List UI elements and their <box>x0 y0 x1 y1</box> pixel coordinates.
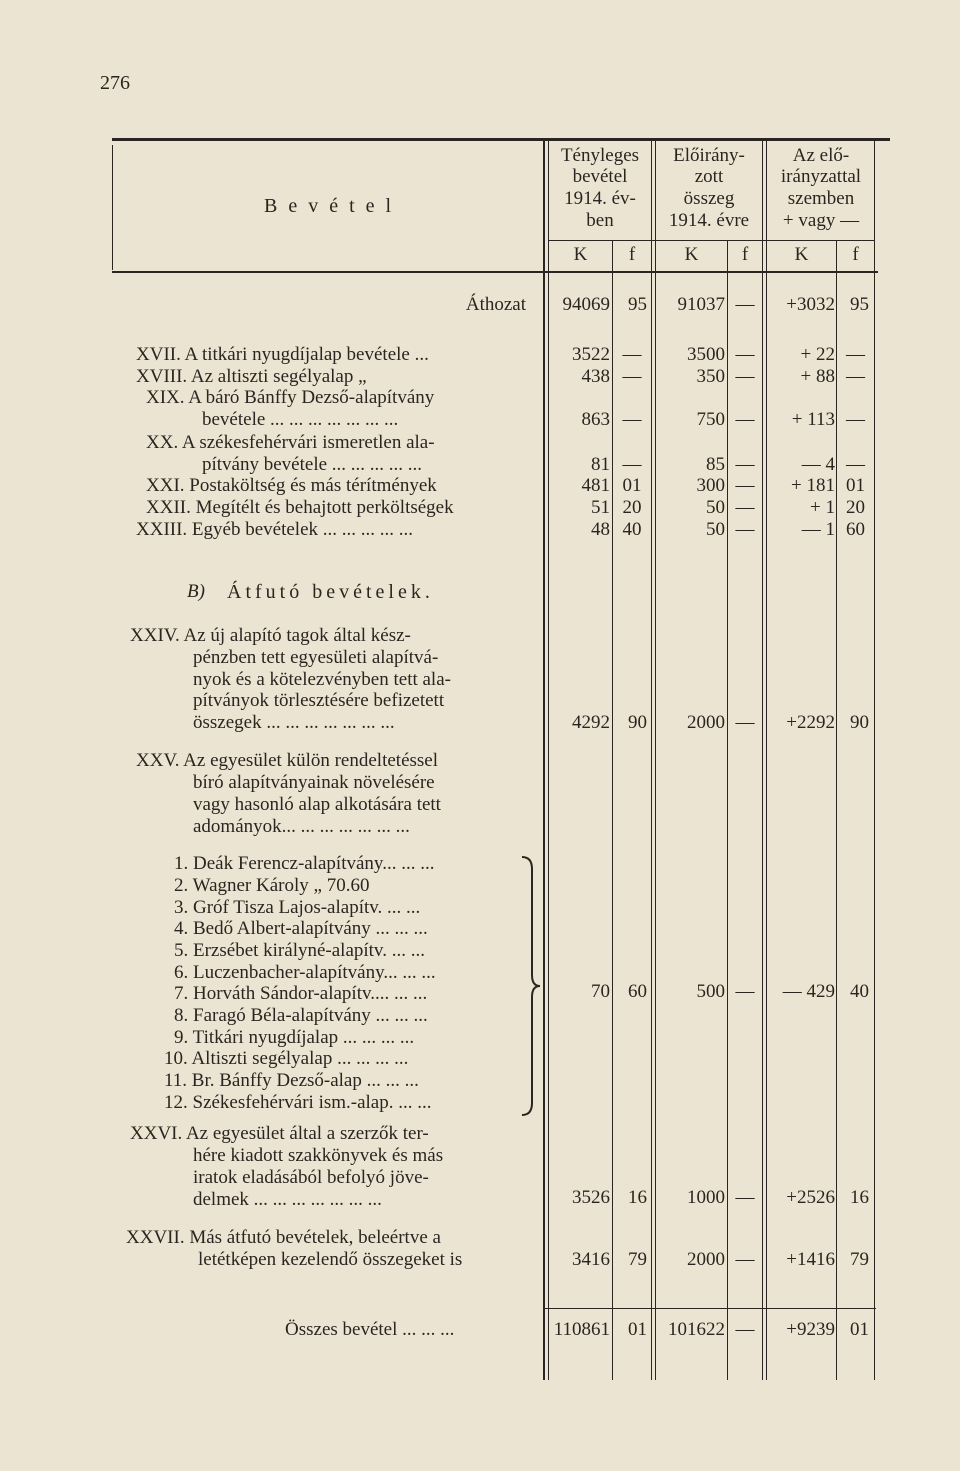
row-label: adományok... ... ... ... ... ... ... <box>193 816 410 837</box>
value-cell: 40 <box>850 981 869 1002</box>
value-cell: 16 <box>628 1187 647 1208</box>
value-cell: 438 <box>581 366 610 387</box>
top-rule <box>112 138 890 141</box>
total-value: 110861 <box>553 1319 610 1340</box>
total-value: 01 <box>628 1319 647 1340</box>
total-rule <box>543 1308 876 1309</box>
total-value: +9239 <box>786 1319 835 1340</box>
value-cell: 350 <box>696 366 725 387</box>
curly-brace-icon <box>520 855 542 1117</box>
header-col1-line: ben <box>586 210 614 231</box>
fund-item: 3. Gróf Tisza Lajos-alapítv. ... ... <box>174 897 421 918</box>
value-cell: 51 <box>591 497 610 518</box>
row-label: XVII. A titkári nyugdíjalap bevétele ... <box>136 344 429 365</box>
value-cell: 48 <box>591 519 610 540</box>
fund-item: 8. Faragó Béla-alapítvány ... ... ... <box>174 1005 428 1026</box>
row-label: hére kiadott szakkönyvek és más <box>193 1145 444 1166</box>
value-cell: — <box>735 1249 755 1270</box>
row-label: pénzben tett egyesületi alapítvá- <box>193 647 439 668</box>
unit-label: K <box>794 244 809 265</box>
value-cell: 481 <box>581 475 610 496</box>
value-cell: — <box>846 409 865 430</box>
value-cell: 2000 <box>687 712 725 733</box>
fund-item: 5. Erzsébet királyné-alapítv. ... ... <box>174 940 425 961</box>
value-cell: 20 <box>846 497 865 518</box>
value-cell: 79 <box>628 1249 647 1270</box>
header-col2-line: Előirány- <box>673 145 745 166</box>
column-line <box>762 140 763 1380</box>
fund-item: 7. Horváth Sándor-alapítv.... ... ... <box>174 983 428 1004</box>
header-col3-line: irányzattal <box>780 166 862 187</box>
value-cell: 2000 <box>687 1249 725 1270</box>
value-cell: — <box>622 344 642 365</box>
unit-label: f <box>852 244 859 265</box>
value-cell: — <box>735 981 755 1002</box>
units-rule <box>548 240 874 241</box>
value-cell: 16 <box>850 1187 869 1208</box>
row-label: letétképen kezelendő összegeket is <box>198 1249 463 1270</box>
value-cell: 90 <box>850 712 869 733</box>
value-cell: 500 <box>696 981 725 1002</box>
value-cell: 85 <box>706 454 725 475</box>
row-label: XXII. Megítélt és behajtott perköltségek <box>146 497 454 518</box>
value-cell: — <box>735 475 755 496</box>
header-col3-line: szemben <box>787 188 855 209</box>
value-cell: 3500 <box>687 344 725 365</box>
row-label: XXIII. Egyéb bevételek ... ... ... ... ... <box>136 519 414 540</box>
row-label: pítványok törlesztésére befizetett <box>193 690 445 711</box>
header-col3-line: + vagy — <box>782 210 860 231</box>
value-cell: +2292 <box>786 712 835 733</box>
header-col2-line: zott <box>694 166 724 187</box>
section-b-letter: B) <box>187 581 205 602</box>
value-cell: — <box>735 712 755 733</box>
row-label: XXI. Postaköltség és más térítmények <box>146 475 437 496</box>
value-cell: 81 <box>591 454 610 475</box>
row-label: XVIII. Az altiszti segélyalap „ <box>136 366 367 387</box>
value-cell: +3032 <box>786 294 835 315</box>
athozat-label: Áthozat <box>465 294 526 315</box>
value-cell: — <box>622 366 642 387</box>
row-label: XX. A székesfehérvári ismeretlen ala- <box>146 432 435 453</box>
value-cell: 300 <box>696 475 725 496</box>
row-label: XIX. A báró Bánffy Dezső-alapítvány <box>146 387 435 408</box>
value-cell: — <box>735 1187 755 1208</box>
unit-label: f <box>741 244 749 265</box>
fund-item: 2. Wagner Károly „ 70.60 <box>174 875 370 896</box>
value-cell: +1416 <box>786 1249 835 1270</box>
row-label: delmek ... ... ... ... ... ... ... <box>193 1189 382 1210</box>
value-cell: 1000 <box>687 1187 725 1208</box>
row-label: vagy hasonló alap alkotására tett <box>193 794 441 815</box>
unit-label: K <box>684 244 699 265</box>
row-label: XXVII. Más átfutó bevételek, beleértve a <box>126 1227 441 1248</box>
section-b-title: Átfutó bevételek. <box>227 581 434 603</box>
value-cell: 60 <box>846 519 865 540</box>
value-cell: 01 <box>846 475 865 496</box>
value-cell: 70 <box>591 981 610 1002</box>
fund-item: 1. Deák Ferencz-alapítvány... ... ... <box>174 853 435 874</box>
value-cell: 79 <box>850 1249 869 1270</box>
unit-label: f <box>628 244 636 265</box>
value-cell: +2526 <box>786 1187 835 1208</box>
value-cell: 750 <box>696 409 725 430</box>
value-cell: — <box>735 344 755 365</box>
value-cell: 3416 <box>572 1249 610 1270</box>
fund-item: 11. Br. Bánffy Dezső-alap ... ... ... <box>164 1070 419 1091</box>
total-value: 101622 <box>668 1319 725 1340</box>
row-label: bíró alapítványainak növelésére <box>193 772 435 793</box>
value-cell: 50 <box>706 519 725 540</box>
page-number: 276 <box>100 72 130 94</box>
value-cell: 95 <box>628 294 647 315</box>
value-cell: 60 <box>628 981 647 1002</box>
row-label: pítvány bevétele ... ... ... ... ... <box>202 454 423 475</box>
header-col1-line: 1914. év- <box>564 188 636 209</box>
row-label: XXIV. Az új alapító tagok által kész- <box>130 625 411 646</box>
value-cell: 3522 <box>572 344 610 365</box>
value-cell: + 88 <box>800 366 835 387</box>
value-cell: 863 <box>581 409 610 430</box>
header-title: B e v é t e l <box>264 195 395 217</box>
fund-item: 4. Bedő Albert-alapítvány ... ... ... <box>174 918 428 939</box>
value-cell: 40 <box>622 519 642 540</box>
value-cell: — <box>735 497 755 518</box>
row-label: XXV. Az egyesület külön rendeltetéssel <box>136 750 438 771</box>
value-cell: — <box>622 409 642 430</box>
row-label: összegek ... ... ... ... ... ... ... <box>193 712 395 733</box>
value-cell: — <box>846 454 865 475</box>
value-cell: — <box>735 519 755 540</box>
value-cell: + 113 <box>791 409 835 430</box>
value-cell: 90 <box>628 712 647 733</box>
value-cell: — <box>735 366 755 387</box>
value-cell: — <box>735 454 755 475</box>
value-cell: — 4 <box>801 454 835 475</box>
value-cell: — <box>735 409 755 430</box>
header-col3-line: Az elő- <box>792 145 850 166</box>
value-cell: — 429 <box>782 981 835 1002</box>
value-cell: 91037 <box>677 294 725 315</box>
value-cell: — <box>846 344 865 365</box>
row-label: XXVI. Az egyesület által a szerzők ter- <box>130 1123 429 1144</box>
unit-label: K <box>573 244 588 265</box>
left-border <box>112 145 113 270</box>
row-label: bevétele ... ... ... ... ... ... ... <box>202 409 399 430</box>
value-cell: 4292 <box>572 712 610 733</box>
value-cell: — <box>735 294 755 315</box>
column-line <box>874 140 875 1380</box>
header-col1-line: bevétel <box>572 166 628 187</box>
row-label: iratok eladásából befolyó jöve- <box>193 1167 429 1188</box>
column-line <box>651 140 652 1380</box>
column-line <box>543 140 545 1380</box>
total-label: Összes bevétel ... ... ... <box>285 1319 455 1340</box>
value-cell: — <box>622 454 642 475</box>
header-col2-line: 1914. évre <box>668 210 750 231</box>
value-cell: 50 <box>706 497 725 518</box>
value-cell: — 1 <box>801 519 835 540</box>
value-cell: + 181 <box>791 475 835 496</box>
header-col1-line: Tényleges <box>560 145 640 166</box>
row-label: nyok és a kötelezvényben tett ala- <box>193 669 451 690</box>
total-value: — <box>735 1319 755 1340</box>
value-cell: + 1 <box>810 497 835 518</box>
fund-item: 9. Titkári nyugdíjalap ... ... ... ... <box>174 1027 415 1048</box>
fund-item: 12. Székesfehérvári ism.-alap. ... ... <box>164 1092 432 1113</box>
value-cell: — <box>846 366 865 387</box>
fund-item: 10. Altiszti segélyalap ... ... ... ... <box>164 1048 409 1069</box>
header-rule <box>112 271 878 273</box>
value-cell: + 22 <box>800 344 835 365</box>
value-cell: 3526 <box>572 1187 610 1208</box>
value-cell: 94069 <box>562 294 610 315</box>
header-col2-line: összeg <box>683 188 735 209</box>
value-cell: 01 <box>622 475 642 496</box>
value-cell: 95 <box>850 294 869 315</box>
value-cell: 20 <box>622 497 642 518</box>
total-value: 01 <box>850 1319 869 1340</box>
fund-item: 6. Luczenbacher-alapítvány... ... ... <box>174 962 436 983</box>
